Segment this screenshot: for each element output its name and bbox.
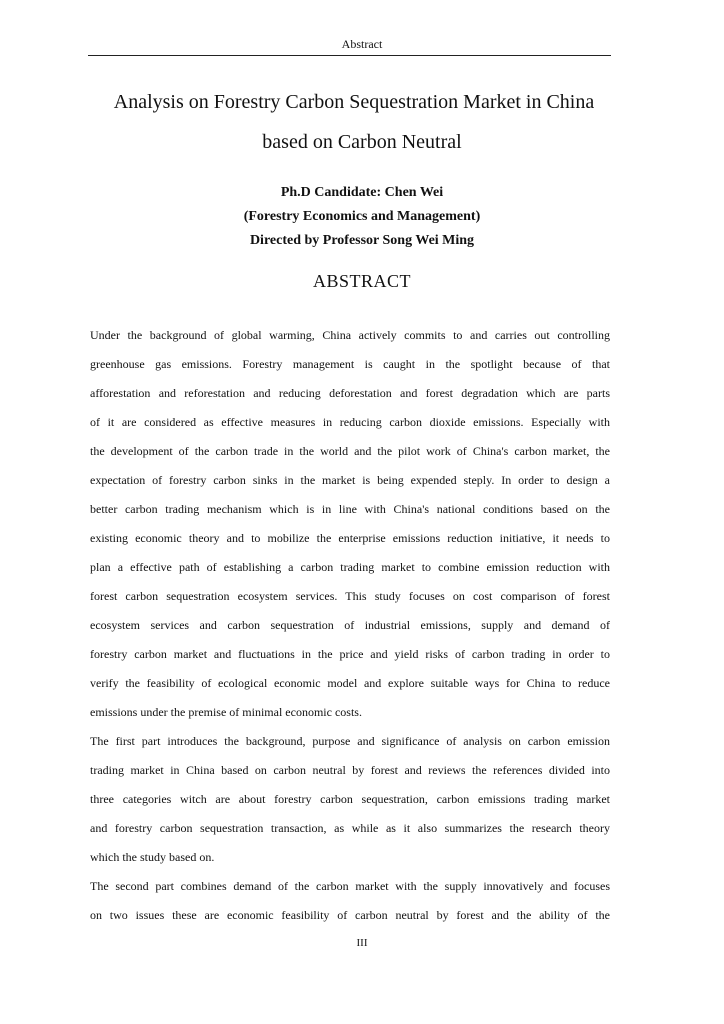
page-number: III	[356, 937, 368, 949]
body-line: forestry carbon market and fluctuations in the price and yield risks of carbon trading in order to	[90, 647, 610, 661]
body-line: which the study based on.	[90, 850, 215, 864]
body-line: forest carbon sequestration ecosystem services. This study focuses on cost comparison of forest	[90, 589, 610, 603]
body-line: afforestation and reforestation and reducing deforestation and forest degradation which are parts	[90, 386, 610, 400]
supervisor-line: Directed by Professor Song Wei Ming	[249, 233, 475, 248]
body-line: ecosystem services and carbon sequestration of industrial emissions, supply and demand of	[90, 618, 610, 632]
field-line: (Forestry Economics and Management)	[243, 209, 481, 224]
header-rule	[88, 55, 611, 56]
body-line: trading market in China based on carbon neutral by forest and reviews the references divided into	[90, 763, 610, 777]
body-line: on two issues these are economic feasibility of carbon neutral by forest and the ability of the	[90, 908, 610, 922]
title-line-1: Analysis on Forestry Carbon Sequestration Market in China	[113, 91, 595, 113]
body-line: expectation of forestry carbon sinks in the market is being expended steply. In order to design a	[90, 473, 610, 487]
body-line: The second part combines demand of the carbon market with the supply innovatively and focuses	[90, 879, 610, 893]
body-line: greenhouse gas emissions. Forestry management is caught in the spotlight because of that	[90, 357, 610, 371]
body-line: Under the background of global warming, China actively commits to and carries out controlling	[90, 328, 610, 342]
candidate-line: Ph.D Candidate: Chen Wei	[280, 185, 444, 200]
body-line: better carbon trading mechanism which is in line with China's national conditions based on the	[90, 502, 610, 516]
body-line: the development of the carbon trade in the world and the pilot work of China's carbon market, the	[90, 444, 610, 458]
section-heading: ABSTRACT	[312, 271, 412, 291]
body-line: verify the feasibility of ecological economic model and explore suitable ways for China to reduce	[90, 676, 610, 690]
body-line: plan a effective path of establishing a carbon trading market to combine emission reduction with	[90, 560, 610, 574]
body-line: of it are considered as effective measures in reducing carbon dioxide emissions. Especially with	[90, 415, 610, 429]
running-header: Abstract	[341, 37, 383, 51]
body-line: existing economic theory and to mobilize the enterprise emissions reduction initiative, it needs to	[90, 531, 610, 545]
body-line: three categories witch are about forestry carbon sequestration, carbon emissions trading market	[90, 792, 610, 806]
title-line-2: based on Carbon Neutral	[262, 131, 462, 153]
body-line: The first part introduces the background, purpose and significance of analysis on carbon emission	[90, 734, 610, 748]
body-line: emissions under the premise of minimal economic costs.	[90, 705, 362, 719]
body-line: and forestry carbon sequestration transaction, as while as it also summarizes the research theory	[90, 821, 610, 835]
